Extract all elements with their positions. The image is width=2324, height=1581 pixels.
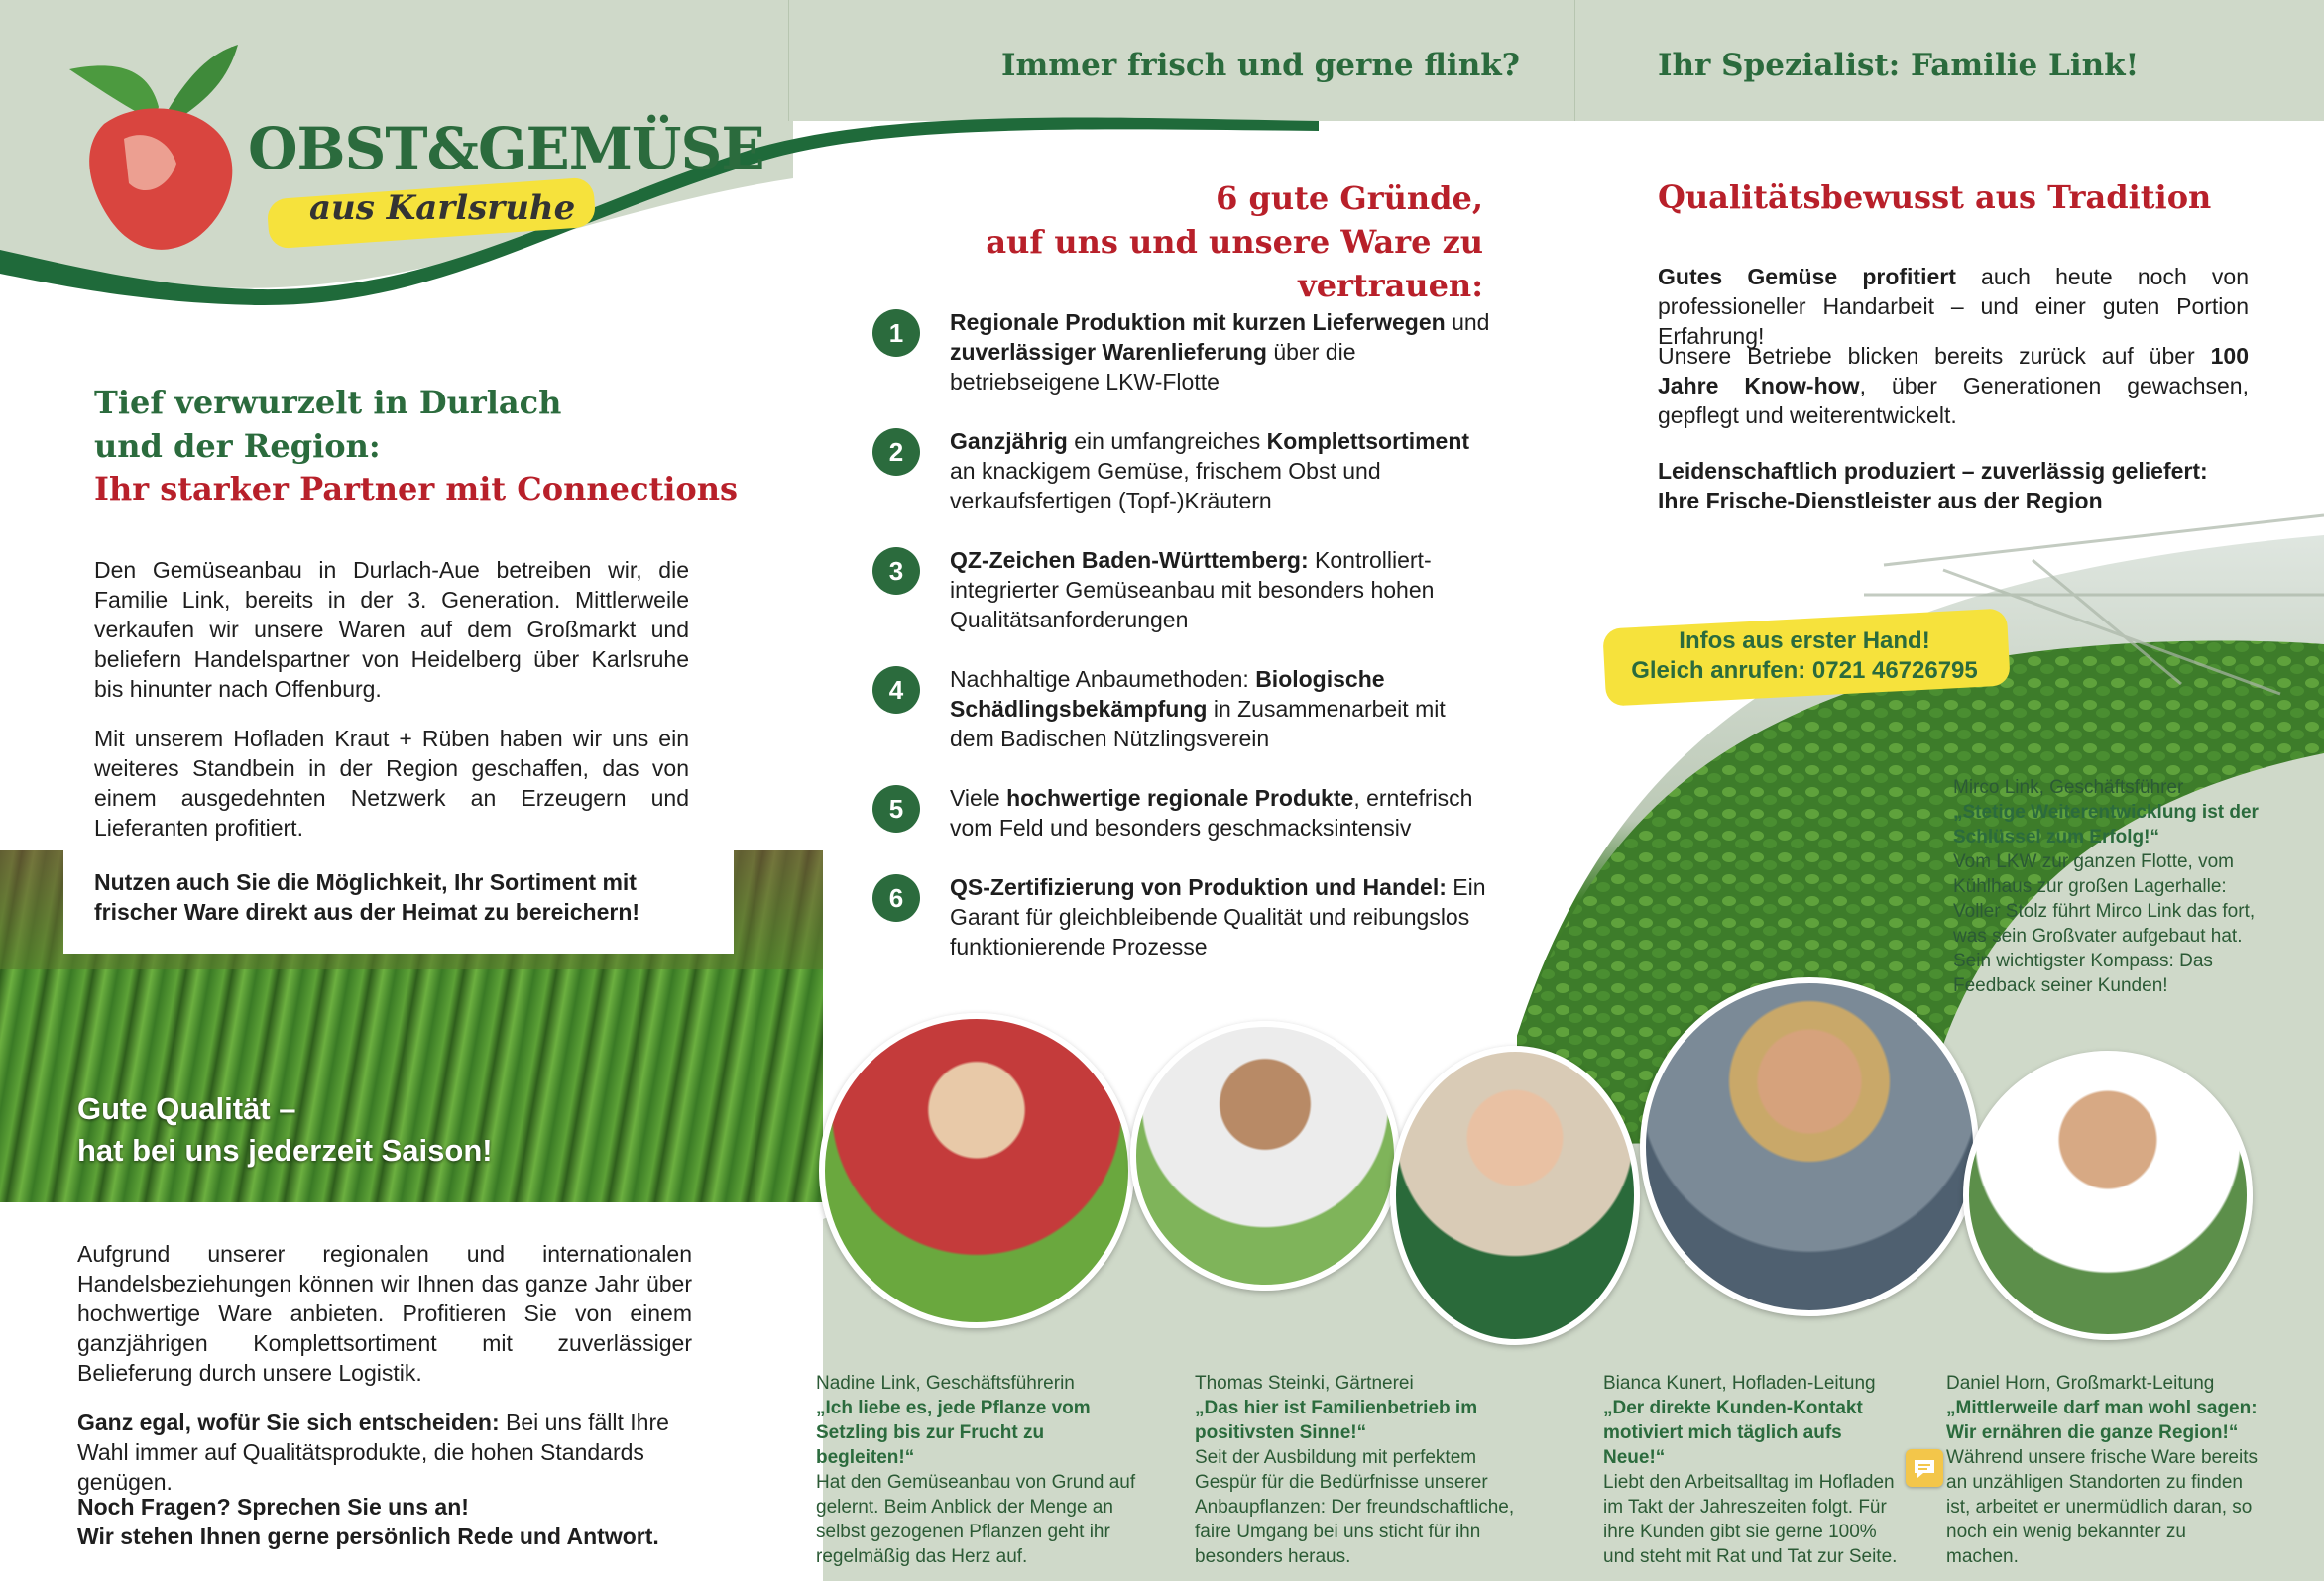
person-caption-mirco: Mirco Link, Geschäftsführer „Stetige Weiterentwicklung ist der Schlüssel zum Erfolg!“ Vom LKW zur ganzen Flotte, vom Kühlhaus zur großen Lagerhalle: Voller Stolz führt Mirco Link das fort, was sein Großvater aufgebaut hat. Sein wichtigster Kompass: Das Feedback seiner Kunden! <box>1953 777 2259 996</box>
right-para-3: Leidenschaftlich produziert – zuverlässig geliefert: Ihre Frische-Dienstleister aus der Region <box>1658 458 2208 513</box>
reason-number: 1 <box>872 309 920 357</box>
left-para-3: Nutzen auch Sie die Möglichkeit, Ihr Sortiment mit frischer Ware direkt aus der Heimat zu bereichern! <box>94 869 640 925</box>
left-para-5: Ganz egal, wofür Sie sich entscheiden: Bei uns fällt Ihre Wahl immer auf Qualitätsprodukte, die hohen Standards genügen. <box>77 1410 669 1495</box>
left-para-1: Den Gemüseanbau in Durlach-Aue betreiben wir, die Familie Link, bereits in der 3. Generation. Mittlerweile verkaufen wir unsere Waren auf dem Großmarkt und beliefern Handelspartner von Heidelberg über Karlsruhe bis hinunter nach Offenburg. <box>94 557 689 702</box>
right-band-title: Ihr Spezialist: Familie Link! <box>1658 48 2140 83</box>
person-caption-bianca: Bianca Kunert, Hofladen-Leitung „Der direkte Kunden-Kontakt motiviert mich täglich aufs Neue!“ Liebt den Arbeitsalltag im Hofladen im Takt der Jahreszeiten folgt. Für ihre Kunden gibt sie gerne 100% und steht mit Rat und Tat zur Seite. <box>1603 1373 1898 1567</box>
left-para-2: Mit unserem Hofladen Kraut + Rüben haben wir uns ein weiteres Standbein in der Region geschaffen, das von einem ausgedehnten Netzwerk an Erzeugern und Lieferanten profitiert. <box>94 726 689 841</box>
left-para-6: Noch Fragen? Sprechen Sie uns an! Wir stehen Ihnen gerne persönlich Rede und Antwort. <box>77 1494 659 1549</box>
reason-number: 4 <box>872 666 920 714</box>
portrait-nadine <box>819 1013 1134 1328</box>
portrait-mirco <box>1640 977 1979 1316</box>
reason-number: 6 <box>872 874 920 922</box>
logo-subtitle: aus Karlsruhe <box>309 188 576 228</box>
right-para-2: Unsere Betriebe blicken bereits zurück auf über 100 Jahre Know-how, über Generationen gewachsen, gepflegt und weiterentwickelt. <box>1658 343 2249 428</box>
portrait-bianca <box>1390 1046 1640 1345</box>
middle-band-title: Immer frisch und gerne flink? <box>1001 48 1520 83</box>
person-caption-nadine: Nadine Link, Geschäftsführerin „Ich liebe es, jede Pflanze vom Setzling bis zur Frucht zu begleiten!“ Hat den Gemüseanbau von Grund auf gelernt. Beim Anblick der Menge an selbst gezogenen Pflanzen geht ihr regelmäßig das Herz auf. <box>816 1373 1136 1567</box>
reason-number: 5 <box>872 785 920 833</box>
left-para-4: Aufgrund unserer regionalen und internationalen Handelsbeziehungen können wir Ihnen das ganze Jahr über hochwertige Ware anbieten. Profitieren Sie von einem ganzjährigen Komplettsortiment mit zuverlässiger Belieferung durch unsere Logistik. <box>77 1241 692 1386</box>
right-heading: Qualitätsbewusst aus Tradition <box>1658 178 2212 216</box>
left-heading-green: Tief verwurzelt in Durlach und der Region: <box>94 384 562 465</box>
left-heading-red: Ihr starker Partner mit Connections <box>94 470 739 508</box>
portrait-daniel <box>1963 1051 2253 1340</box>
reason-number: 2 <box>872 428 920 476</box>
right-para-1: Gutes Gemüse profitiert auch heute noch von professioneller Handarbeit – und einer guten Portion Erfahrung! <box>1658 264 2250 349</box>
middle-heading: 6 gute Gründe, auf uns und unsere Ware zu vertrauen: <box>986 179 1483 304</box>
comment-icon[interactable] <box>1906 1449 1943 1487</box>
photo-caption: Gute Qualität – hat bei uns jederzeit Saison! <box>77 1091 493 1168</box>
person-caption-thomas: Thomas Steinki, Gärtnerei „Das hier ist Familienbetrieb im positivsten Sinne!“ Seit der Ausbildung mit perfektem Gespür für die Bedürfnisse unserer Anbaupflanzen: Der freundschaftliche, faire Umgang bei uns sticht für ihn besonders heraus. <box>1195 1373 1515 1567</box>
logo-title: OBST&GEMÜSE <box>248 115 764 182</box>
person-caption-daniel: Daniel Horn, Großmarkt-Leitung „Mittlerweile darf man wohl sagen: Wir ernähren die ganze Region!“ Während unsere frische Ware bereits an unzähligen Standorten zu finden ist, arbeitet er unermüdlich daran, so noch ein wenig bekannter zu machen. <box>1946 1373 2258 1567</box>
portrait-thomas <box>1130 1021 1400 1291</box>
info-sticker-text: Infos aus erster Hand! Gleich anrufen: 0721 46726795 <box>1631 627 1978 684</box>
reason-number: 3 <box>872 547 920 595</box>
reasons-list: 1 Regionale Produktion mit kurzen Lieferwegen und zuverlässiger Warenlieferung über die betriebseigene LKW-Flotte 2 Ganzjährig ein umfangreiches Komplettsortiment an knackigem Gemüse, frischem Obst und verkaufsfertigen (Topf-)Kräutern 3 QZ-Zeichen Baden-Württemberg: Kontrolliert-integrierter Gemüseanbau mit besonders hohen Qualitätsanforderungen 4 Nachhaltige Anbaumethoden: Biologische Schädlingsbekämpfung in Zusammenarbeit mit dem Badischen Nützlingsverein 5 Viele hochwertige regionale Produkte, erntefrisch vom Feld und besonders geschmacksintensiv 6 QS-Zertifizierung von Produktion und Handel: Ein Garant für gleichbleibende Qualität und reibungslos funktionierende Prozesse <box>872 307 1507 981</box>
